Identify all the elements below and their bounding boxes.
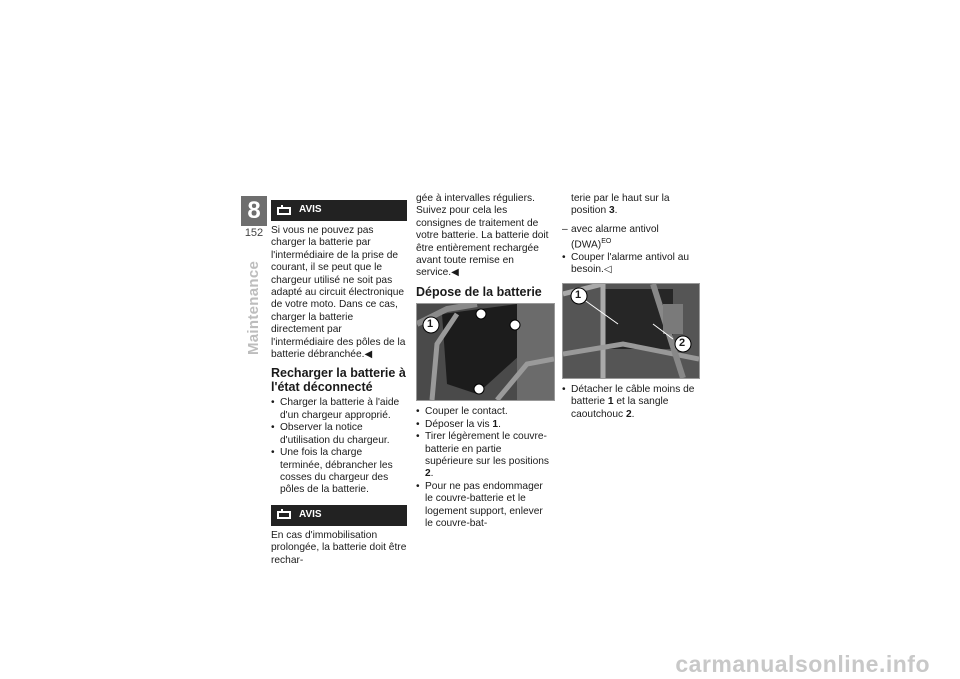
list-item: • Couper l'alarme antivol au besoin.◁ bbox=[562, 252, 699, 277]
list-item: • Tirer légèrement le couvre-batterie en partie supérieure sur les positions 2. bbox=[416, 431, 552, 481]
column-2 bbox=[416, 193, 552, 530]
chapter-number: 8 bbox=[241, 196, 267, 226]
paragraph: gée à intervalles réguliers. Suivez pour cela les consignes de traitement de votre batterie. La batterie doit être entièrement rechargée avant toute remise en service.◀ bbox=[416, 193, 549, 279]
list-item: • Charger la batterie à l'aide d'un chargeur approprié. bbox=[271, 397, 407, 422]
battery-cover-photo bbox=[416, 303, 555, 401]
list-item: • Pour ne pas endommager le couvre-batterie et le logement support, enlever le couvre-bat- bbox=[416, 481, 552, 531]
list-item: • Détacher le câble moins de batterie 1 et la sangle caoutchouc 2. bbox=[562, 384, 699, 421]
watermark: carmanualsonline.info bbox=[675, 651, 930, 677]
section-heading: Dépose de la batterie bbox=[416, 284, 542, 299]
hand-warning-icon bbox=[277, 205, 291, 217]
list-item: • Observer la notice d'utilisation du chargeur. bbox=[271, 422, 407, 447]
hand-warning-icon bbox=[277, 509, 291, 521]
notice-text: En cas d'immobilisation prolongée, la batterie doit être rechar- bbox=[271, 529, 407, 566]
notice-banner bbox=[271, 505, 407, 526]
battery-photo bbox=[562, 283, 700, 379]
instruction-list bbox=[416, 406, 552, 530]
paragraph: terie par le haut sur la position 3. bbox=[571, 193, 670, 217]
photo-callout: 1 bbox=[427, 318, 434, 331]
page-number: 152 bbox=[244, 227, 264, 239]
list-item: • Une fois la charge terminée, débrancher les cosses du chargeur des pôles de la batterie. bbox=[271, 447, 407, 497]
list-item: • Déposer la vis 1. bbox=[416, 419, 552, 431]
section-heading: Recharger la batterie à l'état déconnecté bbox=[271, 366, 406, 394]
photo-callout: 1 bbox=[575, 288, 582, 301]
column-3 bbox=[562, 193, 699, 421]
notice-banner bbox=[271, 200, 407, 221]
column-1 bbox=[271, 200, 407, 567]
instruction-list bbox=[562, 384, 699, 421]
list-item: • Couper le contact. bbox=[416, 406, 552, 418]
photo-callout: 2 bbox=[679, 336, 686, 349]
instruction-list bbox=[271, 397, 407, 496]
section-label: Maintenance bbox=[245, 260, 262, 355]
instruction-list bbox=[562, 252, 699, 277]
condition-item: – avec alarme antivol (DWA)$^{EO}$ bbox=[562, 224, 699, 252]
notice-label: AVIS bbox=[299, 509, 322, 521]
notice-label: AVIS bbox=[299, 204, 322, 216]
notice-text: Si vous ne pouvez pas charger la batterie par l'intermédiaire de la prise de courant, il se peut que le chargeur utilisé ne soit pas adapté au circuit électronique de votre moto. Dans ce cas, charger la batterie directement par l'intermédiaire des pôles de la batterie débranchée.◀ bbox=[271, 225, 406, 361]
